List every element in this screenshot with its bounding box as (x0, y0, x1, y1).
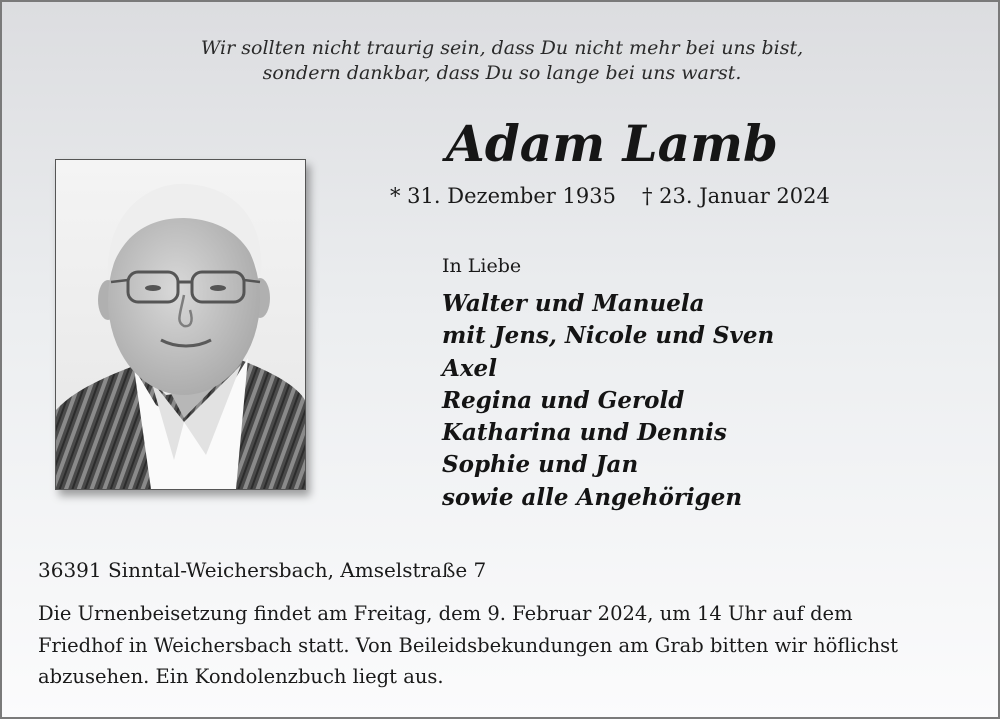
notice-line: Friedhof in Weichersbach statt. Von Beileidsbekundungen am Grab bitten wir höflichst (38, 633, 898, 657)
mourner-line: Sophie und Jan (442, 451, 639, 479)
mourner-line: Walter und Manuela (442, 290, 705, 317)
death-date: † 23. Januar 2024 (641, 184, 830, 208)
quote-line-2: sondern dankbar, dass Du so lange bei uns warst. (262, 62, 742, 84)
portrait-photo (55, 159, 306, 490)
mourner-line: Katharina und Dennis (442, 419, 727, 447)
mourner-line: sowie alle Angehörigen (442, 483, 743, 511)
notice-line: Die Urnenbeisetzung findet am Freitag, dem 9. Februar 2024, um 14 Uhr auf dem (38, 602, 853, 625)
quote-line-1: Wir sollten nicht traurig sein, dass Du nicht mehr bei uns bist, (200, 37, 804, 59)
memorial-quote (2, 36, 1000, 86)
mourner-line: mit Jens, Nicole und Sven (442, 322, 775, 350)
in-love-label: In Liebe (442, 255, 522, 277)
deceased-name: Adam Lamb (446, 114, 778, 173)
mourner-line: Axel (442, 354, 497, 382)
notice-line: abzusehen. Ein Kondolenzbuch liegt aus. (38, 665, 444, 688)
birth-date: * 31. Dezember 1935 (390, 184, 616, 208)
life-dates (390, 182, 830, 210)
address: 36391 Sinntal-Weichersbach, Amselstraße 7 (38, 558, 487, 582)
funeral-notice (38, 598, 978, 693)
mourners-list (442, 288, 774, 514)
mourner-line: Regina und Gerold (442, 386, 685, 414)
